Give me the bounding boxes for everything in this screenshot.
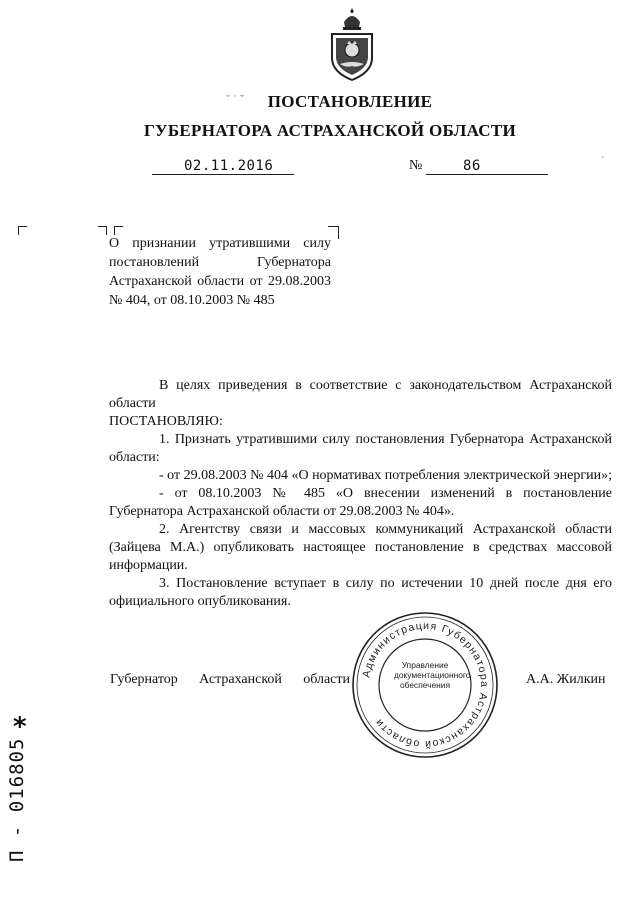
- number-underline: [426, 174, 548, 175]
- document-subject: О признании утратившими силу постановлений Губернатора Астраханской области от 29.08.2003 № 404, от 08.10.2003 № 485: [109, 236, 331, 308]
- scan-mark: ˊ: [601, 156, 605, 167]
- number-sign: №: [409, 158, 423, 173]
- stamp-center-line: Управление: [401, 660, 449, 670]
- stamp-center-line: обеспечения: [400, 680, 450, 690]
- official-stamp: [350, 610, 500, 760]
- signatory-name: А.А. Жилкин: [526, 672, 606, 687]
- clause-1-item-2: - от 08.10.2003 № 485 «О внесении изменений в постановление Губернатора Астраханской области от 29.08.2003 № 404».: [109, 486, 612, 519]
- scan-specks: ˘ ˙ ˇ: [226, 92, 244, 106]
- document-date: 02.11.2016: [184, 158, 274, 174]
- document-number: 86: [463, 158, 481, 174]
- stamp-center-line: документационного: [394, 670, 471, 680]
- date-underline: [152, 174, 294, 175]
- signatory-position: Губернатор Астраханской области: [110, 672, 350, 687]
- clause-3: 3. Постановление вступает в силу по истечении 10 дней после дня его официального опубликования.: [109, 576, 612, 609]
- document-issuer: ГУБЕРНАТОРА АСТРАХАНСКОЙ ОБЛАСТИ: [143, 121, 517, 140]
- preamble-paragraph: В целях приведения в соответствие с законодательством Астраханской области: [109, 378, 612, 411]
- subject-corner-mark: [98, 226, 107, 235]
- clause-1: 1. Признать утратившими силу постановления Губернатора Астраханской области:: [109, 432, 612, 465]
- decree-keyword: ПОСТАНОВЛЯЮ:: [109, 414, 223, 429]
- clause-2: 2. Агентству связи и массовых коммуникаций Астраханской области (Зайцева М.А.) опубликовать настоящее постановление в средствах массовой информации.: [109, 522, 612, 573]
- coat-of-arms-emblem: [326, 6, 378, 82]
- stamp-ring-text: Администрация Губернатора Астраханской области: [360, 619, 491, 751]
- side-asterisk-mark: *: [13, 712, 27, 742]
- side-serial-number: П - 016805: [6, 737, 28, 862]
- margin-corner-mark: [18, 226, 27, 235]
- stamp-center-text: [394, 660, 471, 690]
- clause-1-item-1: - от 29.08.2003 № 404 «О нормативах потребления электрической энергии»;: [159, 468, 613, 483]
- document-title: ПОСТАНОВЛЕНИЕ: [267, 92, 433, 111]
- document-body: [109, 377, 612, 611]
